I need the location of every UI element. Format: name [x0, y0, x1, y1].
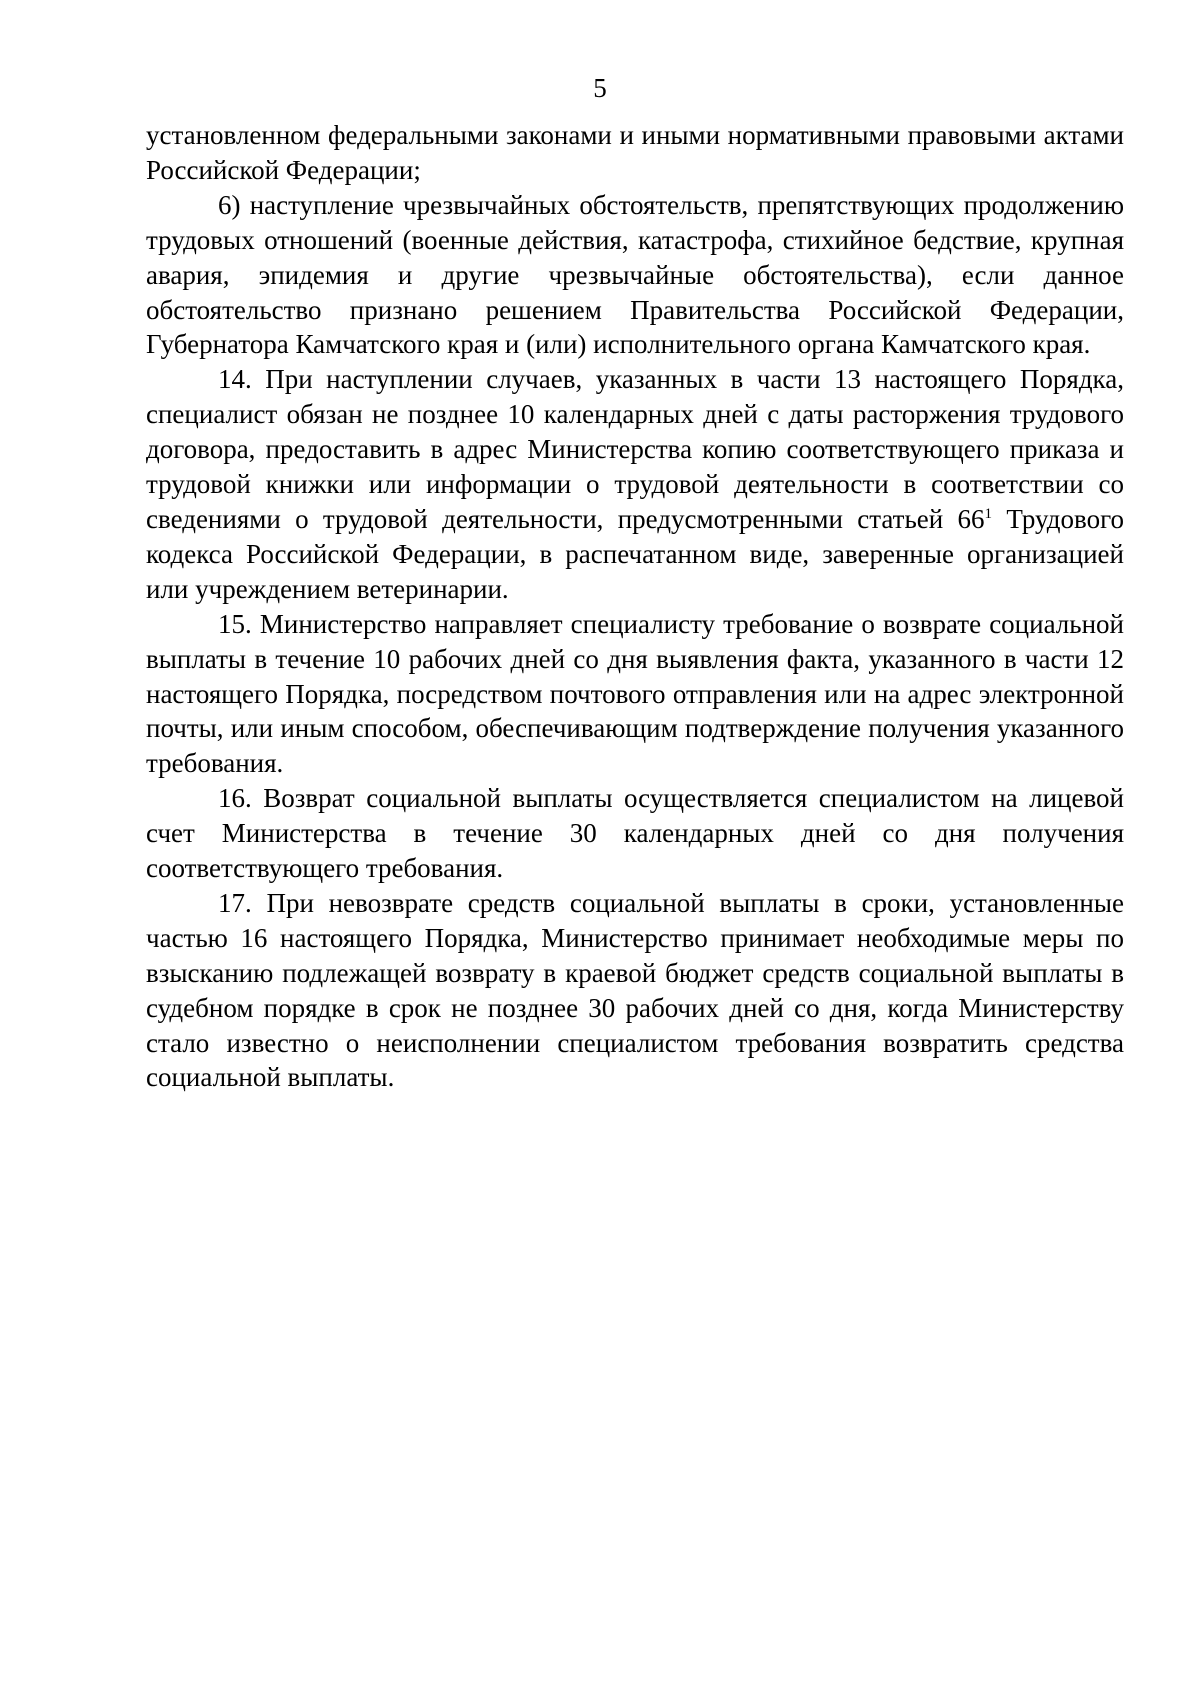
paragraph-part-16: 16. Возврат социальной выплаты осуществляется специалистом на лицевой счет Министерства в течение 30 календарных дней со дня получения соответствующего требования. [146, 783, 1124, 884]
paragraph-part-17: 17. При невозврате средств социальной выплаты в сроки, установленные частью 16 настоящего Порядка, Министерство принимает необходимые меры по взысканию подлежащей возврату в краевой бюджет средств социальной выплаты в судебном порядке в срок не позднее 30 рабочих дней со дня, когда Министерству стало известно о неисполнении специалистом требования возвратить средства социальной выплаты. [146, 887, 1124, 1093]
paragraph-part-14-text-after: Трудового кодекса Российской Федерации, в распечатанном виде, заверенные организацией или учреждением ветеринарии. [146, 503, 1124, 604]
paragraph-continuation: установленном федеральными законами и иными нормативными правовыми актами Российской Федерации; [146, 120, 1124, 185]
paragraph-part-14-text-before: 14. При наступлении случаев, указанных в части 13 настоящего Порядка, специалист обязан не позднее 10 календарных дней с даты расторжения трудового договора, предоставить в адрес Министерства копию соответствующего приказа и трудовой книжки или информации о трудовой деятельности в соответствии со сведениями о трудовой деятельности, предусмотренными статьей 66 [146, 364, 1124, 534]
paragraph-part-15: 15. Министерство направляет специалисту требование о возврате социальной выплаты в течение 10 рабочих дней со дня выявления факта, указанного в части 12 настоящего Порядка, посредством почтового отправления или на адрес электронной почты, или иным способом, обеспечивающим подтверждение получения указанного требования. [146, 608, 1124, 779]
paragraph-part-14 [146, 362, 1124, 606]
paragraph-item-6: 6) наступление чрезвычайных обстоятельств, препятствующих продолжению трудовых отношений (военные действия, катастрофа, стихийное бедствие, крупная авария, эпидемия и другие чрезвычайные обстоятельства), если данное обстоятельство признано решением Правительства Российской Федерации, Губернатора Камчатского края и (или) исполнительного органа Камчатского края. [146, 189, 1124, 360]
page-number: 5 [593, 73, 607, 103]
document-body [146, 118, 1124, 1095]
article-superscript: 1 [984, 505, 993, 522]
